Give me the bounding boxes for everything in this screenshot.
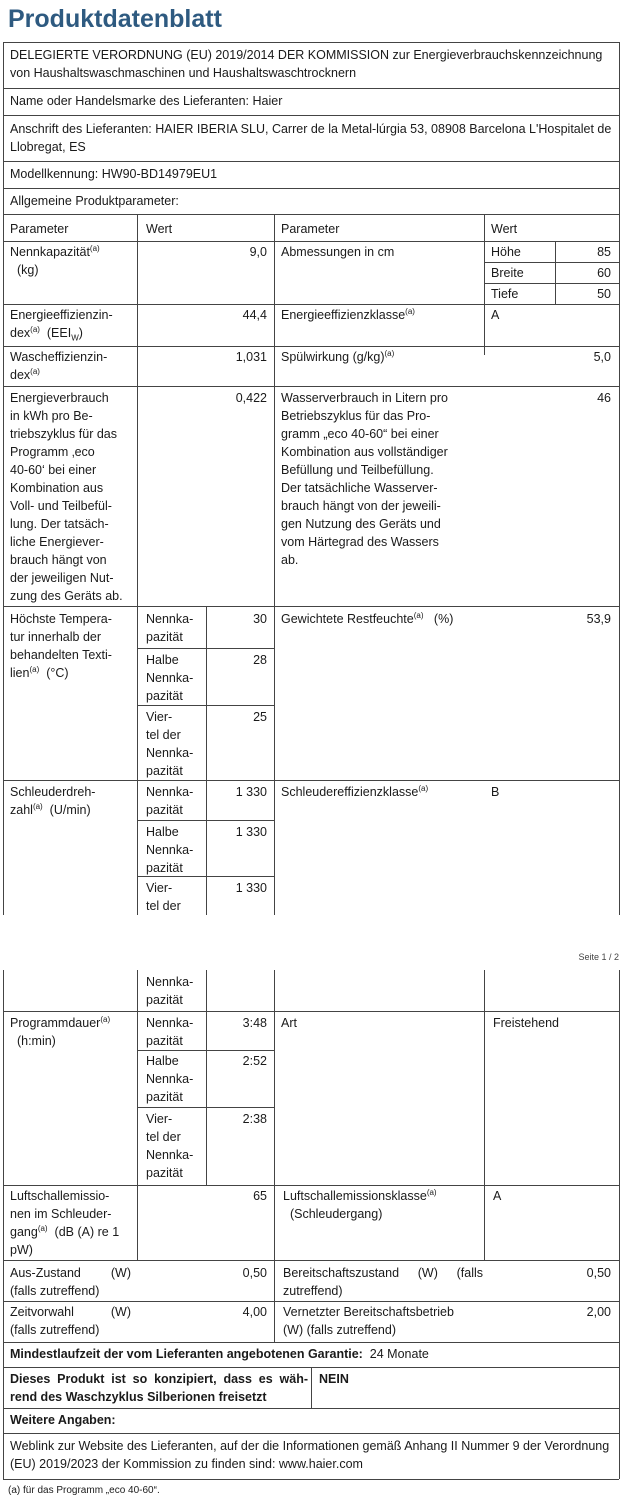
weblink-text: Weblink zur Website des Lieferanten, auf der die Informationen gemäß Anhang II Nummer 9 der Verordnung (EU) 2019/2023 der Kommission zu finden sind: www.haier.com (10, 1439, 610, 1471)
energy-consumption-value: 0,422 (235, 391, 267, 405)
table-border (619, 42, 620, 915)
rinse-label: Spülwirkung $(g/kg)^{(a)}$ (281, 348, 395, 364)
type-value: Freistehend (493, 1016, 560, 1030)
temperature-value: 30 (253, 612, 267, 626)
supplier-name-row (10, 92, 610, 110)
water-consumption-value: 46 (597, 391, 611, 405)
spin-class-value: B (491, 785, 500, 799)
networked-standby-value: 2,00 (586, 1305, 611, 1319)
col-header-parameter-2: Parameter (281, 222, 340, 236)
type-label: Art (281, 1016, 297, 1030)
duration-value: 3:48 (242, 1016, 267, 1030)
warranty-row (10, 1345, 610, 1363)
model-label: Modellkennung: (10, 167, 99, 181)
noise-emission-value: 65 (253, 1189, 267, 1203)
sub-label-quarter-capacity: Vier- tel der Nennka- pazität (146, 710, 194, 778)
model-value: HW90-BD14979EU1 (101, 167, 218, 181)
silver-ions-value: NEIN (319, 1372, 349, 1386)
networked-standby-label: Vernetzter Bereitschaftsbetrieb (W) (falls zutreffend) (283, 1305, 454, 1337)
delay-start-label: Zeitvorwahl (W) (falls zutreffend) (10, 1305, 131, 1337)
noise-emission-label: Luftschallemissio- nen im Schleuder- gang$^{(a)}$ (dB (A) re 1 pW) (10, 1189, 120, 1257)
off-mode-value: 0,50 (242, 1266, 267, 1280)
dim-value: 85 (597, 245, 611, 259)
spin-speed-value: 1 330 (235, 881, 267, 895)
standby-value: 0,50 (586, 1266, 611, 1280)
delay-start-value: 4,00 (242, 1305, 267, 1319)
dimensions-label: Abmessungen in cm (281, 245, 395, 259)
dim-value: 50 (597, 287, 611, 301)
spin-speed-value: 1 330 (235, 825, 267, 839)
sub-label-half-capacity: Halbe Nennka- pazität (146, 1054, 194, 1104)
general-params-label: Allgemeine Produktparameter: (10, 194, 179, 208)
noise-class-value: A (493, 1189, 502, 1203)
sub-label-quarter-capacity: Vier- tel der (146, 881, 181, 913)
off-mode-label: Aus-Zustand (W) (falls zutreffend) (10, 1266, 131, 1298)
residual-moisture-value: 53,9 (586, 612, 611, 626)
residual-moisture-label: Gewichtete Restfeuchte$^{(a)}$ (%) (281, 610, 454, 626)
silver-ions-label: Dieses Produkt ist so konzipiert, dass es wäh- rend des Waschzyklus Silberionen freisetzt (10, 1372, 308, 1404)
supplier-address-value: HAIER IBERIA SLU, Carrer de la Metal-lúrgia 53, 08908 Barcelona L'Hospitalet de Llobregat, ES (10, 122, 612, 154)
temperature-value: 25 (253, 710, 267, 724)
spin-speed-value: 1 330 (235, 785, 267, 799)
dim-value: 60 (597, 266, 611, 280)
page-number: Seite 1 / 2 (578, 952, 619, 962)
sub-label-rated-capacity: Nennka- pazität (146, 1016, 194, 1048)
sub-label-rated-capacity: Nennka- pazität (146, 612, 194, 644)
dim-name: Tiefe (491, 287, 519, 301)
energy-class-label: Energieeffizienzklasse$^{(a)}$ (281, 306, 415, 322)
noise-class-label: Luftschallemissionsklasse$^{(a)}$ (Schleudergang) (283, 1187, 437, 1221)
supplier-address-label: Anschrift des Lieferanten: (10, 122, 152, 136)
warranty-label: Mindestlaufzeit der vom Lieferanten angebotenen Garantie: (10, 1347, 363, 1361)
max-temperature-label: Höchste Tempera- tur innerhalb der behandelten Texti- lien$^{(a)}$ (°C) (10, 612, 112, 680)
nennkapazitaet-label: Nennkapazität$^{(a)}$ (kg) (10, 243, 100, 277)
duration-value: 2:38 (242, 1112, 267, 1126)
table-border (3, 42, 619, 43)
sub-label-rated-capacity: Nennka- pazität (146, 785, 194, 817)
sub-label-continued: Nennka- pazität (146, 975, 194, 1007)
sub-label-half-capacity: Halbe Nennka- pazität (146, 653, 194, 703)
wash-efficiency-value: 1,031 (235, 350, 267, 364)
program-duration-label: Programmdauer$^{(a)}$ (h:min) (10, 1014, 111, 1048)
spin-class-label: Schleudereffizienzklasse$^{(a)}$ (281, 783, 429, 799)
sub-label-quarter-capacity: Vier- tel der Nennka- pazität (146, 1112, 194, 1180)
col-header-value: Wert (146, 222, 173, 236)
table-border (3, 42, 4, 915)
spin-speed-label: Schleuderdreh- zahl$^{(a)}$ (U/min) (10, 785, 96, 817)
supplier-name-label: Name oder Handelsmarke des Lieferanten: (10, 94, 250, 108)
sub-label-half-capacity: Halbe Nennka- pazität (146, 825, 194, 875)
warranty-value: 24 Monate (369, 1347, 429, 1361)
supplier-name-value: Haier (252, 94, 283, 108)
energy-consumption-label: Energieverbrauch in kWh pro Be- triebszyklus für das Programm ‚eco 40-60‘ bei einer Kombination aus Voll- und Teilbefül- lung. Der tatsäch- liche Energiever- brauch hängt von der jeweiligen Nut- zung des Geräts ab. (10, 391, 123, 603)
supplier-address-row (10, 120, 615, 156)
water-consumption-label: Wasserverbrauch in Litern pro Betriebszyklus für das Pro- gramm „eco 40-60“ bei einer Kombination aus vollständiger Befüllung und Teilbefüllung. Der tatsächliche Wasserver- brauch hängt von der jeweili- gen Nutzung des Geräts und vom Härtegrad des Wassers ab. (281, 391, 448, 567)
wash-efficiency-label: Wascheffizienzin- dex$^{(a)}$ (10, 350, 108, 382)
standby-label: Bereitschaftszustand (W) (falls zutreffend) (283, 1266, 483, 1298)
eei-value: 44,4 (242, 308, 267, 322)
col-header-parameter: Parameter (10, 222, 69, 236)
energy-class-value: A (491, 308, 500, 322)
footnote: (a) für das Programm „eco 40-60“. (8, 1485, 160, 1496)
col-header-value-2: Wert (491, 222, 518, 236)
further-info-label: Weitere Angaben: (10, 1413, 116, 1427)
dim-name: Höhe (491, 245, 521, 259)
nennkapazitaet-value: 9,0 (249, 245, 267, 259)
eei-label: Energieeffizienzin- dex$^{(a)}$ $(EEI_W)$ (10, 308, 113, 343)
temperature-value: 28 (253, 653, 267, 667)
rinse-value: 5,0 (593, 350, 611, 364)
page-title: Produktdatenblatt (8, 5, 222, 33)
model-row (10, 165, 610, 183)
dim-name: Breite (491, 266, 524, 280)
regulation-text: DELEGIERTE VERORDNUNG (EU) 2019/2014 DER KOMMISSION zur Energieverbrauchskennzeichnung von Haushaltswaschmaschinen und Haushaltswaschtrocknern (10, 48, 603, 80)
duration-value: 2:52 (242, 1054, 267, 1068)
